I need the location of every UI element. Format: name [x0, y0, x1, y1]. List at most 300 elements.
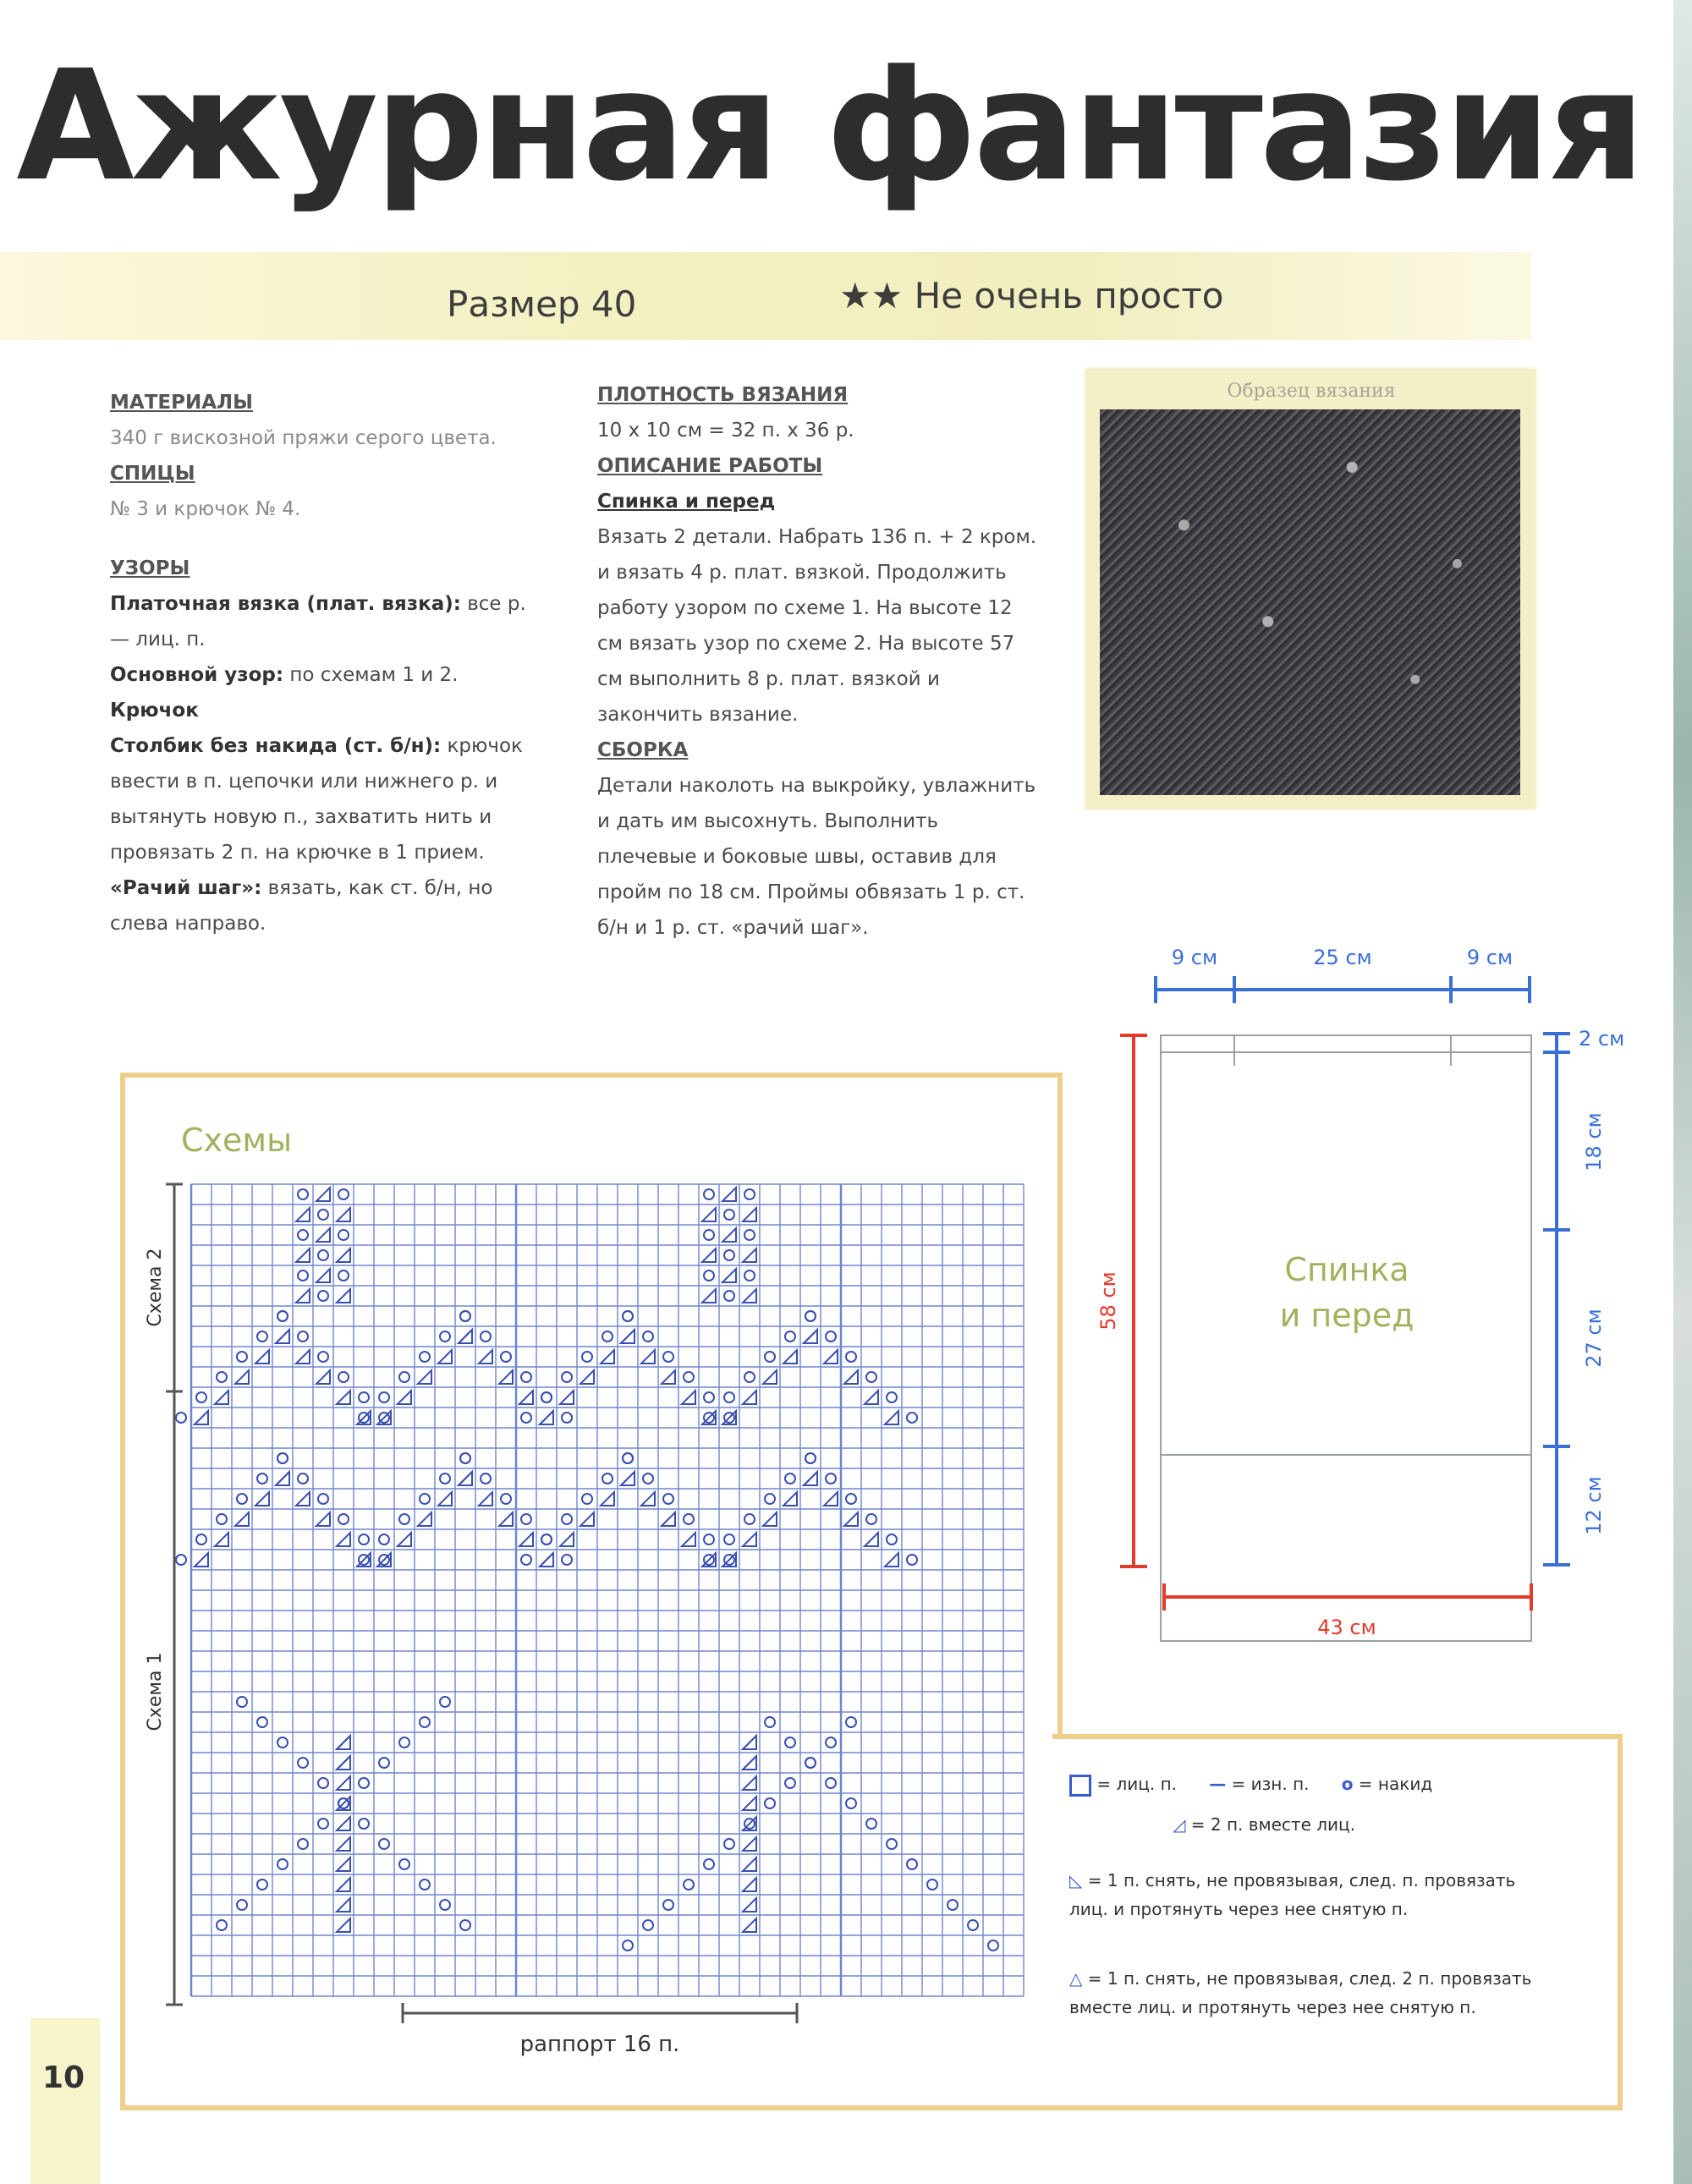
decrease-mark	[722, 1188, 736, 1201]
yarn-over-mark	[277, 1453, 288, 1463]
decrease-mark	[743, 1533, 756, 1546]
decrease-mark	[316, 1512, 330, 1526]
ssk-icon: ◺	[1069, 1870, 1083, 1890]
yarn-over-mark	[805, 1453, 816, 1463]
yarn-over-mark	[562, 1514, 572, 1524]
yarn-over-mark	[846, 1798, 856, 1808]
size-label: Размер 40	[447, 283, 637, 325]
yarn-over-mark	[704, 1270, 714, 1281]
legend-row-3	[1069, 1866, 1543, 1923]
yarn-over-mark	[521, 1413, 531, 1423]
yarn-over-mark	[826, 1331, 836, 1342]
decrease-mark	[215, 1391, 228, 1404]
sk2p-icon: △	[1069, 1968, 1083, 1989]
yarn-over-mark	[744, 1189, 755, 1199]
decrease-mark	[337, 1756, 350, 1770]
yarn-over-mark	[217, 1920, 227, 1930]
yarn-over-mark	[318, 1250, 328, 1260]
yarn-over-mark	[521, 1514, 531, 1524]
decrease-mark	[844, 1512, 858, 1526]
patterns-heading: УЗОРЫ	[110, 557, 190, 579]
yarn-over-mark	[866, 1514, 876, 1524]
main-pattern-label: Основной узор:	[110, 664, 284, 686]
decrease-mark	[844, 1370, 858, 1384]
decrease-mark	[560, 1391, 574, 1404]
scheme-1-label: Схема 1	[145, 1652, 166, 1731]
yarn-over-mark	[379, 1839, 389, 1849]
decrease-mark	[743, 1208, 756, 1221]
yarn-over-mark	[623, 1453, 633, 1463]
yarn-over-mark	[359, 1392, 369, 1402]
decrease-mark	[438, 1492, 452, 1506]
decrease-mark	[743, 1756, 756, 1770]
yarn-over-mark	[724, 1210, 734, 1220]
yarn-over-mark	[318, 1352, 328, 1362]
yarn-over-mark	[460, 1311, 470, 1321]
decrease-mark	[783, 1492, 797, 1506]
yarn-over-mark	[866, 1819, 876, 1829]
decrease-mark	[580, 1512, 594, 1526]
yarn-over-mark	[277, 1859, 288, 1869]
yarn-over-mark	[724, 1534, 734, 1545]
dim-top-mid: 25 см	[1313, 946, 1372, 969]
yarn-over-mark	[663, 1900, 673, 1910]
yarn-over-mark	[481, 1473, 491, 1484]
knit-sample-photo	[1100, 409, 1520, 795]
yarn-over-mark	[379, 1534, 389, 1545]
decrease-mark	[743, 1837, 756, 1851]
yarn-over-mark	[399, 1372, 409, 1382]
yarn-over-mark	[277, 1311, 288, 1321]
materials-text: 340 г вискозной пряжи серого цвета.	[110, 427, 497, 449]
decrease-mark	[743, 1776, 756, 1790]
decrease-mark	[296, 1289, 310, 1303]
decrease-mark	[783, 1350, 797, 1364]
yarn-over-mark	[582, 1494, 592, 1504]
chart-grid	[191, 1184, 1024, 1996]
yarn-over-mark	[257, 1717, 267, 1727]
decrease-mark	[316, 1188, 330, 1201]
decrease-mark	[743, 1391, 756, 1404]
materials-heading: МАТЕРИАЛЫ	[110, 392, 253, 414]
yarn-over-mark	[521, 1555, 531, 1565]
legend-row-1	[1069, 1770, 1543, 1798]
decrease-mark	[519, 1391, 533, 1404]
page-title: Ажурная фантазия	[16, 38, 1642, 215]
yarn-over-mark	[602, 1331, 613, 1342]
yarn-over-mark	[684, 1372, 694, 1382]
decrease-mark	[337, 1918, 350, 1932]
yarn-over-mark	[623, 1940, 633, 1951]
decrease-mark	[560, 1533, 574, 1546]
yarn-over-mark	[623, 1311, 633, 1321]
info-band	[0, 252, 1531, 340]
yarn-over-mark	[257, 1331, 267, 1342]
decrease-mark	[824, 1492, 838, 1506]
yarn-over-mark	[907, 1859, 917, 1869]
yarn-over-mark	[765, 1352, 775, 1362]
decrease-mark	[641, 1350, 655, 1364]
decrease-mark	[865, 1533, 878, 1546]
yarn-over-mark	[765, 1717, 775, 1727]
crab-label: «Рачий шаг»:	[110, 877, 262, 899]
decrease-mark	[743, 1797, 756, 1810]
decrease-mark	[316, 1269, 330, 1282]
yarn-over-mark	[826, 1778, 836, 1788]
dim-right-3: 27 см	[1582, 1309, 1606, 1368]
decrease-mark	[702, 1289, 716, 1303]
yarn-over-mark	[338, 1372, 349, 1382]
decrease-mark	[621, 1330, 634, 1343]
yarn-over-mark	[257, 1879, 267, 1890]
yarn-over-mark	[643, 1920, 653, 1930]
yarn-over-mark	[338, 1514, 349, 1524]
yarn-over-mark	[805, 1311, 816, 1321]
description-heading: ОПИСАНИЕ РАБОТЫ	[597, 455, 823, 477]
needles-heading: СПИЦЫ	[110, 463, 195, 485]
purl-icon: —	[1209, 1774, 1227, 1794]
decrease-mark	[763, 1512, 777, 1526]
dim-right-4: 12 см	[1582, 1476, 1606, 1535]
yarn-over-mark	[176, 1555, 186, 1565]
decrease-mark	[296, 1208, 310, 1221]
yarn-over-mark	[298, 1758, 308, 1768]
yarn-over-mark	[724, 1250, 734, 1260]
decrease-mark	[255, 1350, 269, 1364]
decrease-mark	[296, 1350, 310, 1364]
page-edge	[1673, 0, 1692, 2184]
decrease-mark	[804, 1472, 817, 1485]
decrease-mark	[702, 1208, 716, 1221]
decrease-mark	[601, 1350, 614, 1364]
yarn-over-mark	[826, 1737, 836, 1748]
yarn-over-mark	[298, 1839, 308, 1849]
needles-text: № 3 и крючок № 4.	[110, 498, 301, 520]
yarn-over-mark	[237, 1494, 247, 1504]
yarn-over-mark	[684, 1514, 694, 1524]
yarn-over-mark	[744, 1270, 755, 1281]
yarn-over-mark	[298, 1473, 308, 1484]
decrease-mark	[337, 1391, 350, 1404]
yarn-over-mark	[541, 1392, 552, 1402]
sc-text: крючок ввести в п. цепочки или нижнего р. и вытянуть новую п., захватить нить и провязать 2 п. на крючке в 1 прием.	[110, 735, 523, 864]
yarn-over-mark	[399, 1859, 409, 1869]
yarn-over-mark	[338, 1270, 349, 1281]
yarn-over-mark	[826, 1473, 836, 1484]
decrease-mark	[459, 1472, 472, 1485]
decrease-mark	[418, 1512, 431, 1526]
yarn-over-mark	[237, 1900, 247, 1910]
decrease-mark	[519, 1533, 533, 1546]
yarn-over-mark	[257, 1473, 267, 1484]
yarn-over-mark	[927, 1879, 937, 1890]
yarn-over-mark	[887, 1534, 897, 1545]
yarn-over-mark	[318, 1291, 328, 1301]
part-text: Вязать 2 детали. Набрать 136 п. + 2 кром. и вязать 4 р. плат. вязкой. Продолжить работу узором по схеме 1. На высоте 12 см вязать узор по схеме 2. На высоте 57 см выполнить 8 р. плат. вязкой и закончить вязание.	[597, 526, 1037, 726]
decrease-mark	[337, 1208, 350, 1221]
yarn-over-mark	[318, 1210, 328, 1220]
yarn-over-mark	[907, 1555, 917, 1565]
yarn-over-mark	[846, 1352, 856, 1362]
yarn-over-mark	[805, 1758, 816, 1768]
decrease-mark	[580, 1370, 594, 1384]
part-heading: Спинка и перед	[597, 491, 776, 513]
decrease-mark	[337, 1248, 350, 1262]
yarn-over-icon: о	[1341, 1774, 1354, 1794]
knit-icon	[1069, 1775, 1091, 1797]
yarn-over-mark	[968, 1920, 978, 1930]
yarn-over-mark	[887, 1392, 897, 1402]
yarn-over-mark	[379, 1392, 389, 1402]
decrease-mark	[276, 1330, 289, 1343]
legend-k2tog: = 2 п. вместе лиц.	[1190, 1814, 1355, 1835]
decrease-mark	[682, 1391, 695, 1404]
k2tog-icon: ◿	[1173, 1814, 1186, 1835]
yarn-over-mark	[420, 1352, 430, 1362]
yarn-over-mark	[318, 1494, 328, 1504]
decrease-mark	[235, 1512, 249, 1526]
dim-right-2: 18 см	[1582, 1112, 1606, 1172]
yarn-over-mark	[887, 1839, 897, 1849]
decrease-mark	[641, 1492, 655, 1506]
yarn-over-mark	[237, 1697, 247, 1707]
yarn-over-mark	[643, 1473, 653, 1484]
decrease-mark	[743, 1918, 756, 1932]
decrease-mark	[235, 1370, 249, 1384]
decrease-mark	[337, 1289, 350, 1303]
yarn-over-mark	[298, 1230, 308, 1240]
decrease-mark	[316, 1228, 330, 1242]
yarn-over-mark	[338, 1230, 349, 1240]
yarn-over-mark	[176, 1413, 186, 1423]
yarn-over-mark	[460, 1920, 470, 1930]
yarn-over-mark	[541, 1534, 552, 1545]
yarn-over-mark	[399, 1737, 409, 1748]
yarn-over-mark	[704, 1859, 714, 1869]
decrease-mark	[398, 1533, 411, 1546]
yarn-over-mark	[440, 1331, 450, 1342]
garment-schematic	[1096, 922, 1641, 1658]
decrease-mark	[479, 1350, 492, 1364]
yarn-over-mark	[785, 1737, 795, 1748]
main-pattern-text: по схемам 1 и 2.	[289, 664, 459, 686]
decrease-mark	[743, 1898, 756, 1912]
repeat-label: раппорт 16 п.	[519, 2032, 680, 2057]
yarn-over-mark	[846, 1494, 856, 1504]
yarn-over-mark	[785, 1331, 795, 1342]
yarn-over-mark	[318, 1819, 328, 1829]
yarn-over-mark	[724, 1839, 734, 1849]
decrease-mark	[337, 1898, 350, 1912]
legend-yo: = накид	[1358, 1774, 1433, 1794]
decrease-mark	[804, 1330, 817, 1343]
yarn-over-mark	[724, 1291, 734, 1301]
decrease-mark	[662, 1512, 675, 1526]
page-number-box	[30, 2018, 100, 2184]
decrease-mark	[276, 1472, 289, 1485]
middle-column	[597, 377, 1042, 946]
yarn-over-mark	[704, 1534, 714, 1545]
yarn-over-mark	[379, 1758, 389, 1768]
yarn-over-mark	[704, 1230, 714, 1240]
decrease-mark	[743, 1878, 756, 1891]
decrease-mark	[743, 1736, 756, 1749]
scheme-2-label: Схема 2	[145, 1248, 166, 1327]
dim-top-right: 9 см	[1466, 946, 1513, 969]
decrease-mark	[438, 1350, 452, 1364]
decrease-mark	[702, 1248, 716, 1262]
yarn-over-mark	[744, 1514, 755, 1524]
decrease-mark	[337, 1533, 350, 1546]
yarn-over-mark	[724, 1392, 734, 1402]
decrease-mark	[499, 1512, 513, 1526]
decrease-mark	[722, 1269, 736, 1282]
yarn-over-mark	[338, 1189, 349, 1199]
piece-label-1: Спинка	[1284, 1251, 1409, 1288]
yarn-over-mark	[988, 1940, 998, 1951]
yarn-over-mark	[359, 1819, 369, 1829]
decrease-mark	[682, 1533, 695, 1546]
yarn-over-mark	[765, 1798, 775, 1808]
yarn-over-mark	[684, 1879, 694, 1890]
piece-label-2: и перед	[1279, 1297, 1415, 1334]
crochet-heading: Крючок	[110, 700, 199, 722]
decrease-mark	[337, 1776, 350, 1790]
yarn-over-mark	[420, 1879, 430, 1890]
gauge-text: 10 x 10 см = 32 п. x 36 р.	[597, 420, 854, 442]
yarn-over-mark	[420, 1717, 430, 1727]
yarn-over-mark	[765, 1494, 775, 1504]
dim-right-top: 2 см	[1579, 1027, 1625, 1051]
decrease-mark	[337, 1837, 350, 1851]
yarn-over-mark	[663, 1352, 673, 1362]
decrease-mark	[621, 1472, 634, 1485]
assembly-text: Детали наколоть на выкройку, увлажнить и дать им высохнуть. Выполнить плечевые и боковые швы, оставив для пройм по 18 см. Проймы обвязать 1 р. ст. б/н и 1 р. ст. «рачий шаг».	[597, 775, 1036, 939]
legend-sk2p: = 1 п. снять, не провязывая, след. 2 п. провязать вместе лиц. и протянуть через нее снятую п.	[1069, 1968, 1532, 2017]
yarn-over-mark	[217, 1514, 227, 1524]
decrease-mark	[885, 1411, 898, 1424]
sc-label: Столбик без накида (ст. б/н):	[110, 735, 442, 757]
yarn-over-mark	[298, 1270, 308, 1281]
yarn-over-mark	[298, 1331, 308, 1342]
yarn-over-mark	[277, 1737, 288, 1748]
dim-left-height: 58 см	[1096, 1271, 1120, 1331]
assembly-heading: СБОРКА	[597, 739, 689, 761]
yarn-over-mark	[399, 1514, 409, 1524]
decrease-mark	[865, 1391, 878, 1404]
yarn-over-mark	[704, 1392, 714, 1402]
yarn-over-mark	[359, 1778, 369, 1788]
yarn-over-mark	[217, 1372, 227, 1382]
decrease-mark	[337, 1878, 350, 1891]
yarn-over-mark	[460, 1453, 470, 1463]
decrease-mark	[296, 1492, 310, 1506]
yarn-over-mark	[521, 1372, 531, 1382]
yarn-over-mark	[196, 1534, 206, 1545]
yarn-over-mark	[440, 1473, 450, 1484]
yarn-over-mark	[907, 1413, 917, 1423]
yarn-over-mark	[501, 1352, 511, 1362]
decrease-mark	[337, 1857, 350, 1871]
yarn-over-mark	[562, 1372, 572, 1382]
yarn-over-mark	[440, 1697, 450, 1707]
decrease-mark	[540, 1411, 553, 1424]
legend-row-2	[1173, 1810, 1579, 1839]
decrease-mark	[296, 1248, 310, 1262]
schemes-title: Схемы	[181, 1122, 293, 1159]
yarn-over-mark	[602, 1473, 613, 1484]
legend-ssk: = 1 п. снять, не провязывая, след. п. провязать лиц. и протянуть через нее снятую п.	[1069, 1870, 1516, 1919]
decrease-mark	[479, 1492, 492, 1506]
yarn-over-mark	[359, 1534, 369, 1545]
legend-row-4	[1069, 1964, 1543, 2022]
crab-text: вязать, как ст. б/н, но слева направо.	[110, 877, 493, 935]
yarn-over-mark	[237, 1352, 247, 1362]
gauge-heading: ПЛОТНОСТЬ ВЯЗАНИЯ	[597, 384, 849, 406]
decrease-mark	[540, 1553, 553, 1567]
yarn-over-mark	[440, 1900, 450, 1910]
decrease-mark	[337, 1817, 350, 1830]
yarn-over-mark	[562, 1555, 572, 1565]
yarn-over-mark	[298, 1189, 308, 1199]
decrease-mark	[763, 1370, 777, 1384]
yarn-over-mark	[948, 1900, 958, 1910]
decrease-mark	[255, 1492, 269, 1506]
decrease-mark	[743, 1248, 756, 1262]
decrease-mark	[885, 1553, 898, 1567]
yarn-over-mark	[866, 1372, 876, 1382]
decrease-mark	[722, 1228, 736, 1242]
yarn-over-mark	[196, 1392, 206, 1402]
yarn-over-mark	[846, 1717, 856, 1727]
yarn-over-mark	[501, 1494, 511, 1504]
left-column	[110, 385, 550, 941]
yarn-over-mark	[744, 1372, 755, 1382]
decrease-mark	[195, 1411, 208, 1424]
yarn-over-mark	[785, 1473, 795, 1484]
decrease-mark	[662, 1370, 675, 1384]
garter-label: Платочная вязка (плат. вязка):	[110, 593, 461, 615]
yarn-over-mark	[643, 1331, 653, 1342]
dim-bottom-width: 43 см	[1317, 1616, 1376, 1639]
decrease-mark	[459, 1330, 472, 1343]
legend-purl: = изн. п.	[1231, 1774, 1310, 1794]
decrease-mark	[743, 1857, 756, 1871]
decrease-mark	[337, 1736, 350, 1749]
difficulty-rating: ★★ Не очень просто	[839, 275, 1224, 316]
garter-text: все р. — лиц. п.	[110, 593, 526, 650]
decrease-mark	[195, 1553, 208, 1567]
decrease-mark	[601, 1492, 614, 1506]
yarn-over-mark	[663, 1494, 673, 1504]
decrease-mark	[743, 1289, 756, 1303]
knitting-chart	[135, 1167, 1032, 2055]
yarn-over-mark	[562, 1413, 572, 1423]
yarn-over-mark	[481, 1331, 491, 1342]
yarn-over-mark	[420, 1494, 430, 1504]
legend-knit: = лиц. п.	[1096, 1774, 1178, 1794]
photo-caption: Образец вязания	[1227, 381, 1396, 402]
yarn-over-mark	[785, 1778, 795, 1788]
yarn-over-mark	[582, 1352, 592, 1362]
chart-symbols	[176, 1188, 998, 1951]
decrease-mark	[418, 1370, 431, 1384]
page-number: 10	[42, 2061, 85, 2095]
decrease-mark	[316, 1370, 330, 1384]
yarn-over-mark	[318, 1778, 328, 1788]
decrease-mark	[215, 1533, 228, 1546]
decrease-mark	[398, 1391, 411, 1404]
